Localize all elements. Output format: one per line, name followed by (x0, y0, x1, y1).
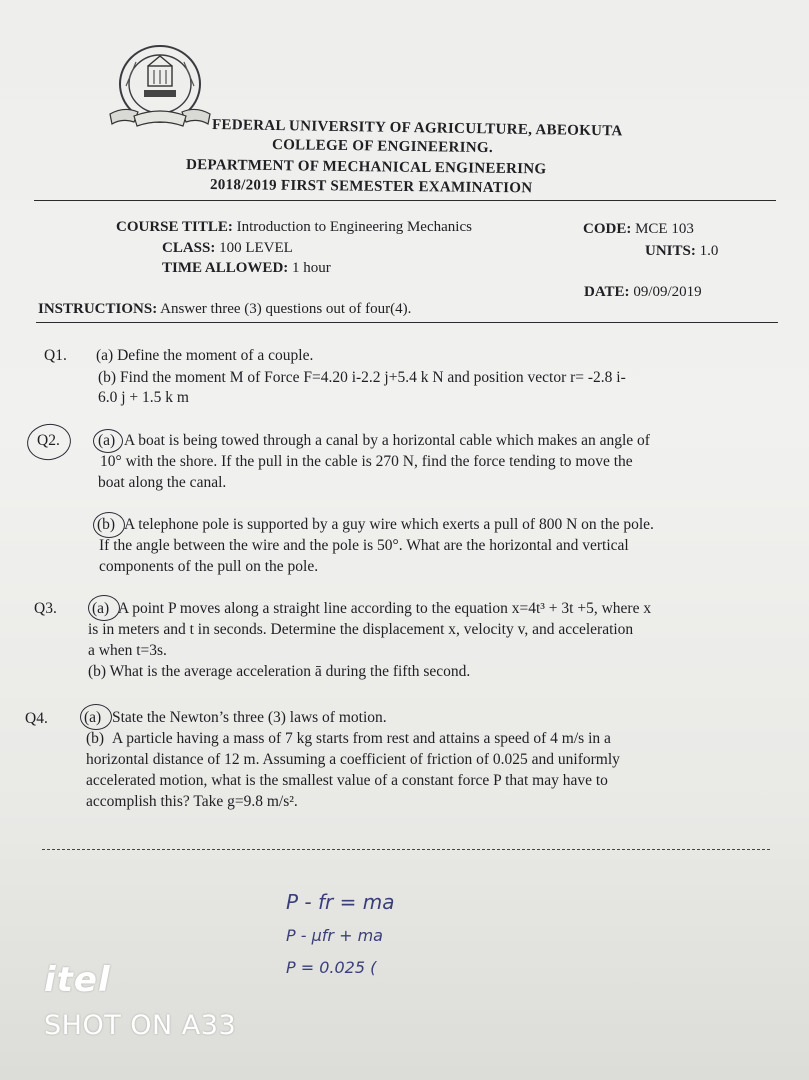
question-4-number: Q4. (25, 710, 48, 727)
course-units (645, 243, 718, 260)
question-3-number: Q3. (34, 600, 57, 617)
question-4-part-b-line-2: horizontal distance of 12 m. Assuming a coefficient of friction of 0.025 and uniformly (86, 751, 620, 768)
department-name: DEPARTMENT OF MECHANICAL ENGINEERING (185, 157, 547, 178)
handwriting-line-1: P - fr = ma (286, 890, 395, 914)
instructions-label: INSTRUCTIONS: (38, 301, 158, 317)
instructions (38, 301, 411, 318)
question-2-part-b-line-2: If the angle between the wire and the pole is 50°. What are the horizontal and vertical (99, 537, 629, 554)
course-units-label: UNITS: (645, 243, 696, 259)
question-2-part-a-line-1: A boat is being towed through a canal by a horizontal cable which makes an angle of (124, 432, 650, 449)
university-name: FEDERAL UNIVERSITY OF AGRICULTURE, ABEOKUTA (211, 117, 623, 140)
exam-date-value: 09/09/2019 (633, 284, 702, 300)
handwriting-line-2: P - μfr + ma (286, 926, 383, 945)
question-1-part-b: (b) Find the moment M of Force F=4.20 i-2.2 j+5.4 k N and position vector r= -2.8 i- (98, 369, 626, 386)
exam-title: 2018/2019 FIRST SEMESTER EXAMINATION (209, 177, 533, 197)
question-4-part-a: State the Newton’s three (3) laws of motion. (112, 709, 387, 726)
question-2-part-b-label: (b) (97, 516, 116, 533)
question-1-part-a: (a) Define the moment of a couple. (96, 347, 314, 364)
course-code-value: MCE 103 (635, 221, 694, 237)
question-3-part-a-label: (a) (92, 600, 110, 617)
question-2-part-a-line-2: 10° with the shore. If the pull in the cable is 270 N, find the force tending to move the (100, 453, 633, 470)
question-4-part-b-line-3: accelerated motion, what is the smallest value of a constant force P that may have to (86, 772, 608, 789)
question-3-part-a-line-1: A point P moves along a straight line according to the equation x=4t³ + 3t +5, where x (118, 600, 652, 617)
question-1-part-b-continued: 6.0 j + 1.5 k m (98, 389, 189, 406)
watermark-brand: itel (44, 960, 111, 1000)
question-1-number: Q1. (44, 347, 67, 364)
question-4-part-b-label: (b) (86, 730, 105, 747)
course-class-label: CLASS: (162, 240, 216, 256)
time-allowed-value: 1 hour (292, 260, 331, 276)
question-2-part-b-line-3: components of the pull on the pole. (99, 558, 319, 575)
course-title-value: Introduction to Engineering Mechanics (236, 219, 472, 235)
question-2-part-a-line-3: boat along the canal. (98, 474, 227, 491)
footer-divider (42, 849, 770, 850)
question-2-part-b-line-1: A telephone pole is supported by a guy wire which exerts a pull of 800 N on the pole. (124, 516, 654, 533)
course-units-value: 1.0 (699, 243, 719, 259)
college-name: COLLEGE OF ENGINEERING. (271, 137, 494, 157)
question-3-part-a-line-2: is in meters and t in seconds. Determine the displacement x, velocity v, and acceleration (88, 621, 634, 638)
question-2-part-a-label: (a) (98, 432, 116, 449)
question-2-number: Q2. (37, 432, 60, 449)
exam-date (584, 284, 702, 301)
course-class (162, 240, 293, 257)
question-3-part-b: (b) What is the average acceleration ā during the fifth second. (88, 663, 471, 680)
watermark-caption: SHOT ON A33 (44, 1010, 237, 1041)
header-divider (34, 200, 776, 201)
course-class-value: 100 LEVEL (219, 240, 293, 256)
handwriting-line-3: P = 0.025 ( (286, 958, 377, 977)
instructions-text: Answer three (3) questions out of four(4). (160, 301, 412, 317)
course-title (116, 219, 472, 236)
question-4-part-b-line-4: accomplish this? Take g=9.8 m/s². (86, 793, 298, 810)
time-allowed (162, 260, 331, 277)
course-code-label: CODE: (583, 221, 632, 237)
course-title-label: COURSE TITLE: (116, 219, 233, 235)
time-allowed-label: TIME ALLOWED: (162, 260, 289, 276)
course-code (583, 221, 694, 238)
university-seal-logo (104, 36, 216, 136)
exam-date-label: DATE: (584, 284, 630, 300)
question-4-part-a-label: (a) (84, 709, 102, 726)
instructions-divider (36, 322, 778, 323)
question-3-part-a-line-3: a when t=3s. (88, 642, 167, 659)
question-4-part-b-line-1: A particle having a mass of 7 kg starts from rest and attains a speed of 4 m/s in a (112, 730, 611, 747)
